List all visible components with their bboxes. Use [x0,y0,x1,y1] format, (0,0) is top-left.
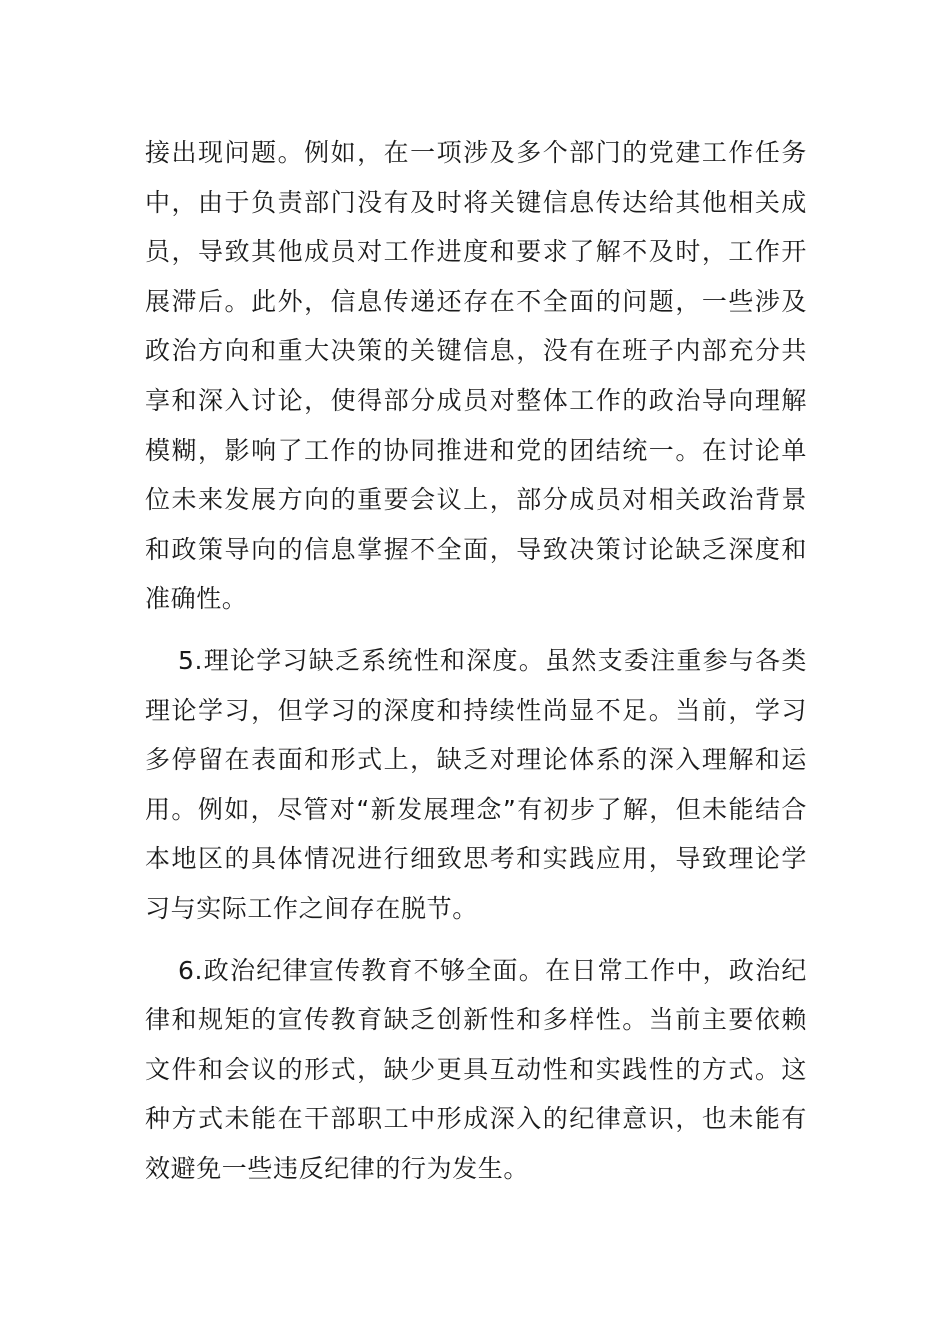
paragraph-item-5: 5.理论学习缺乏系统性和深度。虽然支委注重参与各类理论学习，但学习的深度和持续性尚显不足。当前，学习多停留在表面和形式上，缺乏对理论体系的深入理解和运用。例如，尽管对“新发展理念”有初步了解，但未能结合本地区的具体情况进行细致思考和实践应用，导致理论学习与实际工作之间存在脱节。 [145,645,807,923]
paragraph-item-6: 6.政治纪律宣传教育不够全面。在日常工作中，政治纪律和规矩的宣传教育缺乏创新性和多样性。当前主要依赖文件和会议的形式，缺少更具互动性和实践性的方式。这种方式未能在干部职工中形成深入的纪律意识，也未能有效避免一些违反纪律的行为发生。 [145,955,807,1183]
paragraph-continuation: 接出现问题。例如，在一项涉及多个部门的党建工作任务中，由于负责部门没有及时将关键信息传达给其他相关成员，导致其他成员对工作进度和要求了解不及时，工作开展滞后。此外，信息传递还存在不全面的问题，一些涉及政治方向和重大决策的关键信息，没有在班子内部充分共享和深入讨论，使得部分成员对整体工作的政治导向理解模糊，影响了工作的协同推进和党的团结统一。在讨论单位未来发展方向的重要会议上，部分成员对相关政治背景和政策导向的信息掌握不全面，导致决策讨论缺乏深度和准确性。 [145,138,807,614]
document-page [145,128,807,1193]
